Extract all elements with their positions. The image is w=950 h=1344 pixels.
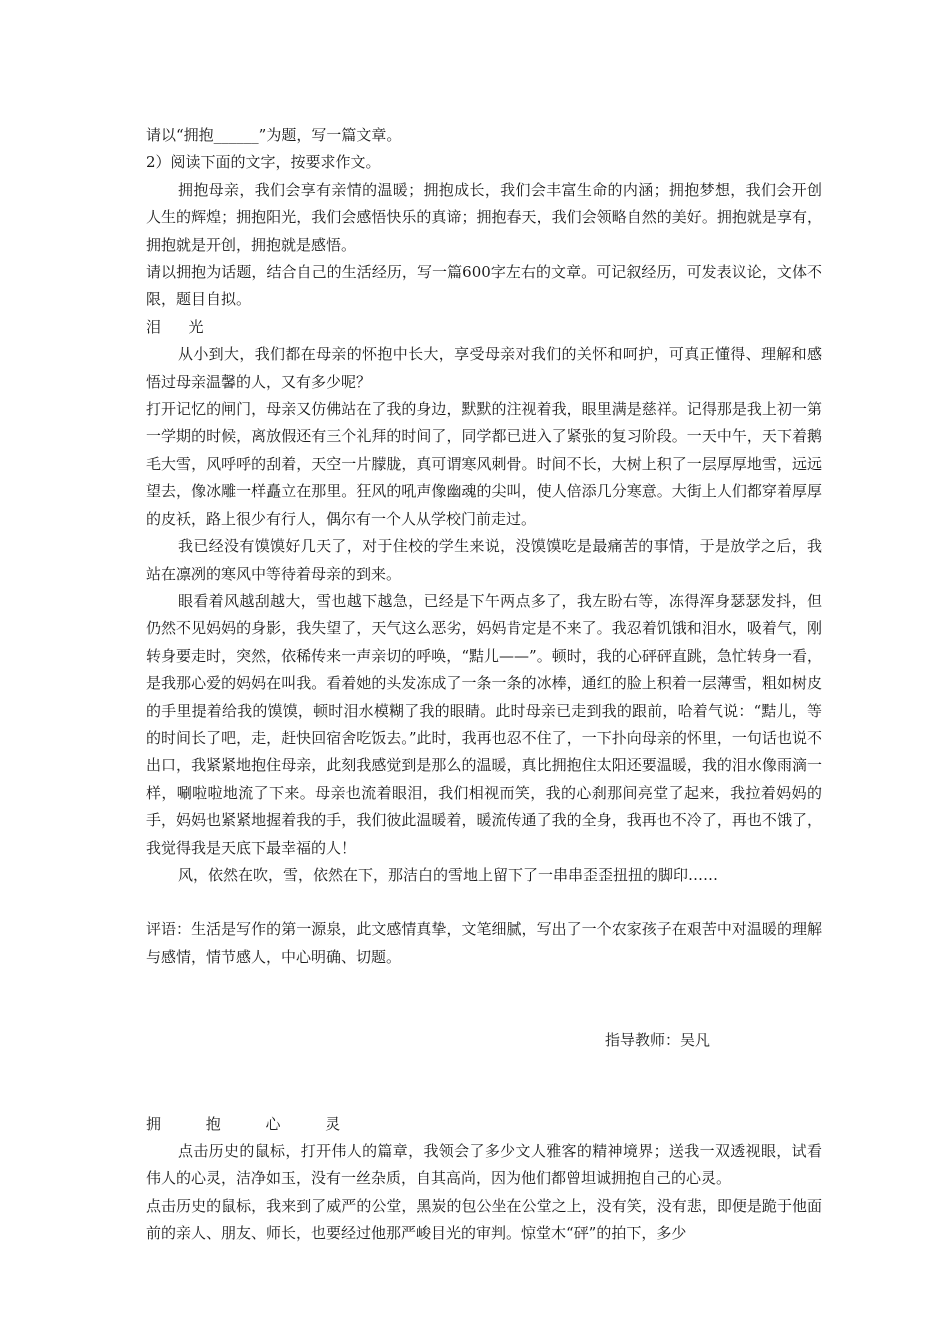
essay2-paragraph: 点击历史的鼠标，我来到了威严的公堂，黑炭的包公坐在公堂之上，没有笑，没有悲，即便是跪于他面前的亲人、朋友、师长，也要经过他那严峻目光的审判。惊堂木“砰”的拍下，多少: [146, 1196, 822, 1243]
task2-instruction: 请以拥抱为话题，结合自己的生活经历，写一篇600字左右的文章。可记叙经历，可发表议论，文体不限，题目自拟。: [146, 263, 822, 309]
spacer: [146, 889, 822, 916]
spacer: [146, 971, 822, 1027]
essay1-paragraph: 打开记忆的闸门，母亲又仿佛站在了我的身边，默默的注视着我，眼里满是慈祥。记得那是我上初一第一学期的时候，离放假还有三个礼拜的时间了，同学都已进入了紧张的复习阶段。一天中午，天下着鹅毛大雪，风呼呼的刮着，天空一片朦胧，真可谓寒风刺骨。时间不长，大树上积了一层厚厚地雪，远远望去，像冰雕一样矗立在那里。狂风的吼声像幽魂的尖叫，使人倍添几分寒意。大街上人们都穿着厚厚的皮袄，路上很少有行人，偶尔有一个人从学校门前走过。: [146, 400, 822, 528]
essay1-comment: 评语：生活是写作的第一源泉，此文感情真挚，文笔细腻，写出了一个农家孩子在艰苦中对温暖的理解与感情，情节感人，中心明确、切题。: [146, 920, 822, 966]
task2-paragraph: 拥抱母亲，我们会享有亲情的温暖；拥抱成长，我们会丰富生命的内涵；拥抱梦想，我们会开创人生的辉煌；拥抱阳光，我们会感悟快乐的真谛；拥抱春天，我们会领略自然的美好。拥抱就是享有，拥抱就是开创，拥抱就是感悟。: [146, 180, 822, 254]
teacher-signature: 指导教师：吴凡: [604, 1031, 710, 1050]
essay2-paragraph: 点击历史的鼠标，打开伟人的篇章，我领会了多少文人雅客的精神境界；送我一双透视眼，试看伟人的心灵，洁净如玉，没有一丝杂质，自其高尚，因为他们都曾坦诚拥抱自己的心灵。: [146, 1142, 822, 1188]
essay1-paragraph: 我已经没有馍馍好几天了，对于住校的学生来说，没馍馍吃是最痛苦的事情，于是放学之后，我站在凛冽的寒风中等待着母亲的到来。: [146, 537, 822, 583]
prompt-title: 请以“拥抱______”为题，写一篇文章。: [146, 126, 402, 144]
essay1-paragraph: 风，依然在吹，雪，依然在下，那洁白的雪地上留下了一串串歪歪扭扭的脚印……: [178, 865, 719, 884]
essay1-paragraph: 眼看着风越刮越大，雪也越下越急，已经是下午两点多了，我左盼右等，冻得浑身瑟瑟发抖，但仍然不见妈妈的身影，我失望了，天气这么恶劣，妈妈肯定是不来了。我忍着饥饿和泪水，吸着气，刚转身要走时，突然，依稀传来一声亲切的呼唤，“黠儿——”。顿时，我的心砰砰直跳，急忙转身一看，是我那心爱的妈妈在叫我。看着她的头发冻成了一条一条的冰棒，通红的脸上积着一层薄雪，粗如树皮的手里提着给我的馍馍，顿时泪水模糊了我的眼睛。此时母亲已走到我的跟前，哈着气说：“黠儿，等的时间长了吧，走，赶快回宿舍吃饭去。”此时，我再也忍不住了，一下扑向母亲的怀里，一句话也说不出口，我紧紧地抱住母亲，此刻我感觉到是那么的温暖，真比拥抱住太阳还要温暖，我的泪水像雨滴一样，唰啦啦地流了下来。母亲也流着眼泪，我们相视而笑，我的心刹那间亮堂了起来，我拉着妈妈的手，妈妈也紧紧地握着我的手，我们彼此温暖着，暖流传通了我的全身，我再也不冷了，再也不饿了，我觉得我是天底下最幸福的人！: [146, 591, 822, 857]
essay1-title: 泪 光: [146, 317, 210, 336]
essay1-paragraph: 从小到大，我们都在母亲的怀抱中长大，享受母亲对我们的关怀和呵护，可真正懂得、理解和感悟过母亲温馨的人，又有多少呢？: [146, 345, 822, 391]
document-page: [146, 122, 822, 1248]
spacer: [146, 1055, 822, 1111]
essay2-title: 拥 抱 心 灵: [146, 1114, 361, 1133]
task2-heading: 2）阅读下面的文字，按要求作文。: [146, 153, 381, 172]
